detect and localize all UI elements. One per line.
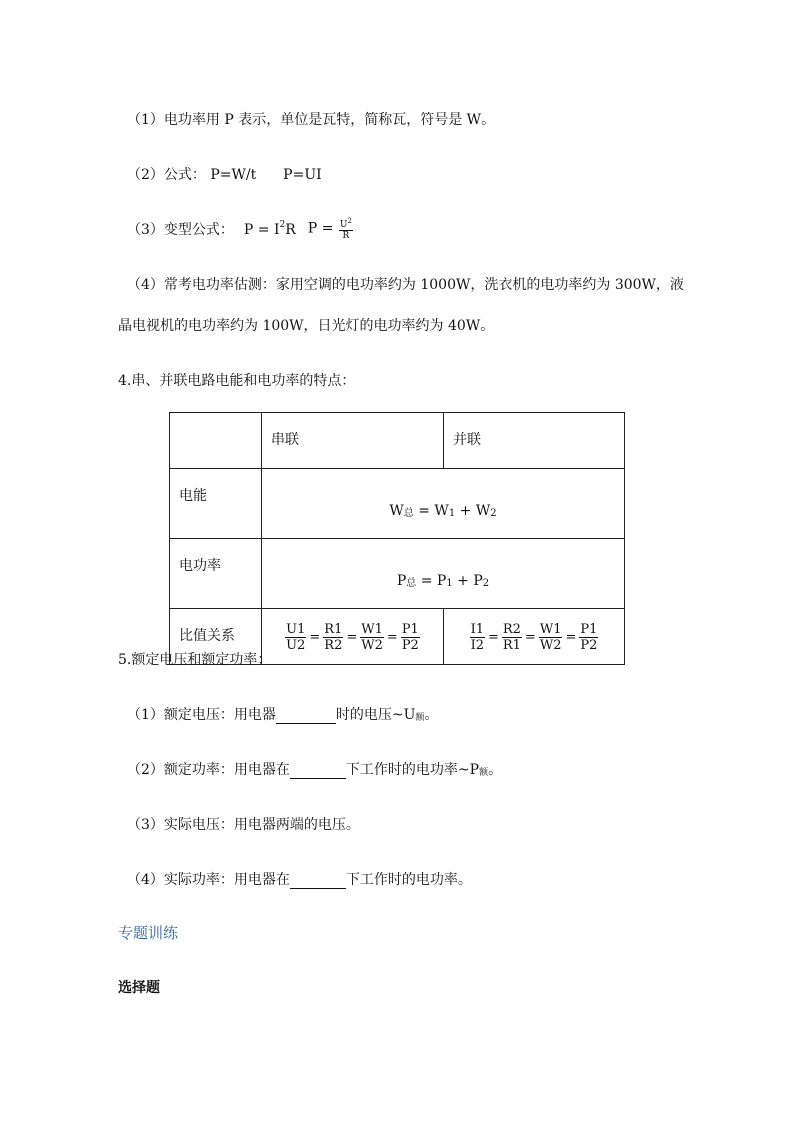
rated-power-blank[interactable] — [290, 762, 346, 779]
equals-sign: = — [487, 629, 499, 645]
fraction-denominator: R1 — [502, 637, 521, 653]
equals-sign: = — [386, 629, 398, 645]
parallel-ratio-fraction — [470, 622, 485, 653]
fraction-denominator: R2 — [324, 637, 343, 653]
parallel-ratio-fraction — [502, 622, 522, 653]
fraction-numerator: W1 — [361, 621, 383, 637]
series-ratio-fraction — [360, 622, 384, 653]
section-heading-4: 4.串、并联电路电能和电功率的特点： — [118, 373, 356, 389]
fraction-denominator: W2 — [539, 637, 562, 653]
para-estimate-line2: 晶电视机的电功率约为 100W，日光灯的电功率约为 40W。 — [118, 318, 495, 334]
rated-voltage-line: （1）额定电压：用电器 时的电压~U额。 — [127, 707, 439, 723]
para-formula — [127, 164, 322, 184]
parallel-ratio-fraction — [539, 622, 563, 653]
parallel-ratio-fraction — [579, 622, 598, 653]
series-ratio-fraction — [285, 622, 306, 653]
fraction-denominator: I2 — [470, 637, 484, 653]
series-ratio — [262, 609, 444, 665]
comparison-table — [169, 412, 625, 665]
table-corner-cell — [170, 413, 262, 469]
formula-pui: P=UI — [283, 167, 322, 183]
equals-sign: = — [524, 629, 536, 645]
fraction-numerator: P1 — [401, 621, 419, 637]
series-ratio-fraction — [323, 622, 343, 653]
power-formula: P总 = P1 + P2 — [262, 539, 625, 609]
table-row-power — [170, 539, 625, 609]
parallel-ratio — [444, 609, 625, 665]
table-header-row — [170, 413, 625, 469]
actual-voltage-line: （3）实际电压：用电器两端的电压。 — [127, 817, 360, 833]
para-unit-definition: （1）电功率用 P 表示，单位是瓦特，简称瓦，符号是 W。 — [127, 112, 496, 128]
table-row-label: 电能 — [170, 469, 262, 539]
energy-formula: W总 = W1 + W2 — [262, 469, 625, 539]
fraction-denominator: W2 — [361, 637, 383, 653]
section-heading-5: 5.额定电压和额定功率： — [118, 652, 272, 668]
rated-power-line: （2）额定功率：用电器在 下工作时的电功率~P额。 — [127, 762, 503, 778]
fraction-numerator: R2 — [502, 621, 521, 637]
para-derived-formula — [127, 216, 354, 241]
topic-heading: 专题训练 — [118, 924, 179, 942]
derived-formula-label: （3）变型公式： — [127, 221, 234, 238]
actual-power-blank[interactable] — [290, 872, 346, 889]
equals-sign: = — [309, 629, 321, 645]
table-row-label: 电功率 — [170, 539, 262, 609]
actual-power-line: （4）实际功率：用电器在 下工作时的电功率。 — [127, 872, 472, 888]
series-ratio-fraction — [401, 622, 420, 653]
formula-pwt: P=W/t — [210, 167, 257, 183]
fraction-numerator: W1 — [539, 621, 562, 637]
para-estimate-line1: （4）常考电功率估测：家用空调的电功率约为 1000W，洗衣机的电功率约为 300W，液 — [127, 277, 684, 293]
table-row-energy — [170, 469, 625, 539]
fraction-numerator: I1 — [470, 621, 484, 637]
equals-sign: = — [346, 629, 358, 645]
fraction-denominator: P2 — [401, 637, 419, 653]
fraction-numerator: U1 — [286, 621, 306, 637]
formula-label: （2）公式： — [127, 167, 206, 183]
fraction-numerator: R1 — [324, 621, 343, 637]
fraction-numerator: P1 — [580, 621, 598, 637]
table-row-label: 比值关系 — [170, 609, 262, 665]
formula-i2r: $P = I^2R$ — [243, 219, 296, 238]
formula-u2-over-r: P = $\frac{U^2}{R}$ — [307, 217, 352, 241]
fraction-denominator: P2 — [580, 637, 598, 653]
table-header-series: 串联 — [262, 413, 444, 469]
equals-sign: = — [565, 629, 577, 645]
fraction-denominator: U2 — [286, 637, 306, 653]
table-header-parallel: 并联 — [444, 413, 625, 469]
rated-voltage-blank[interactable] — [276, 707, 336, 724]
choice-heading: 选择题 — [118, 980, 160, 996]
